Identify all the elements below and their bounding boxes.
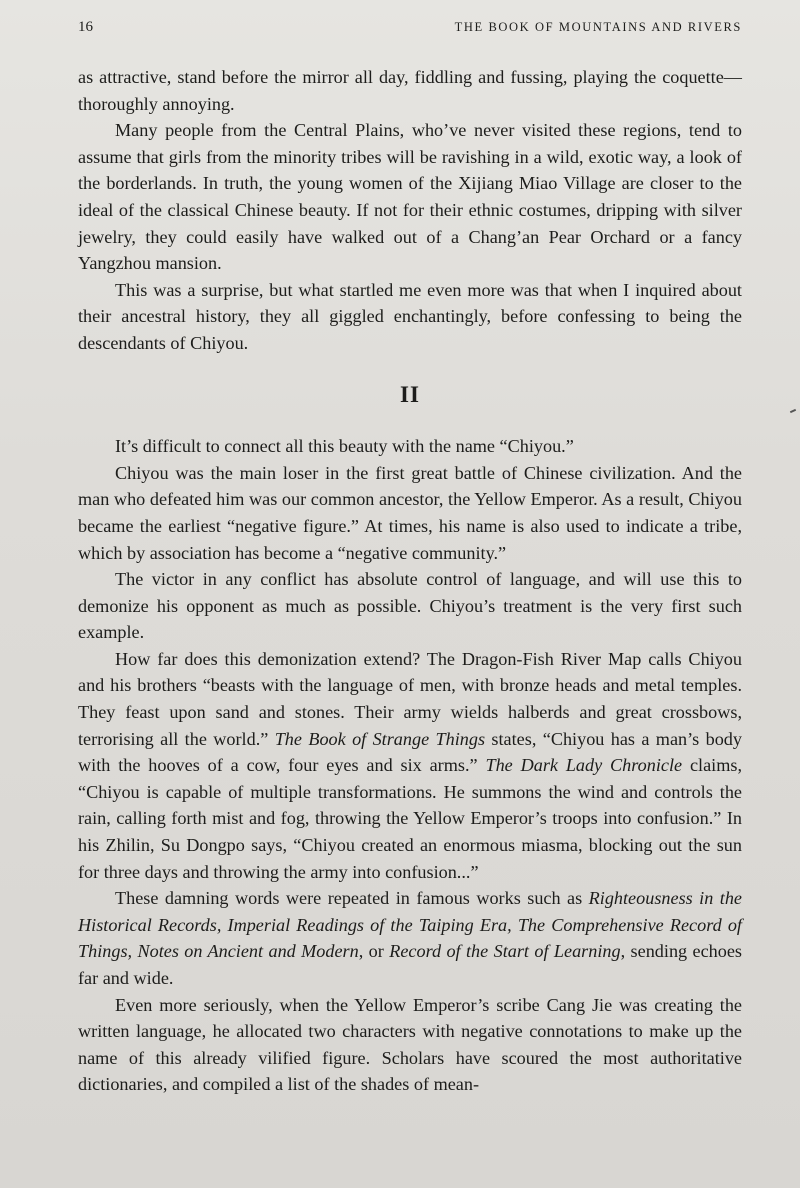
body-text (78, 64, 742, 1098)
paragraph-4: It’s difficult to connect all this beauty with the name “Chiyou.” (115, 436, 574, 457)
margin-mark (790, 409, 796, 413)
paragraph-7-text-e: claims, “Chiyou is capable of multiple transformations. He summons the wind and controls the rain, calling forth mist and fog, throwing the Yellow Emperor’s troops into confusion.” In his Zhilin, Su Dongpo says, “Chiyou created an enormous miasma, blocking out the sun for three days and throwing the army into confusion...” (78, 755, 743, 882)
paragraph-3: This was a surprise, but what startled me even more was that when I inquired about their ancestral history, they all giggled enchantingly, before confessing to being the descendants of Chiyou. (78, 279, 742, 353)
section-heading: II (400, 381, 420, 407)
paragraph-1: as attractive, stand before the mirror all day, fiddling and fussing, playing the coquette—thoroughly annoying. (78, 67, 742, 114)
paragraph-6: The victor in any conflict has absolute control of language, and will use this to demonize his opponent as much as possible. Chiyou’s treatment is the very first such example. (78, 569, 742, 643)
paragraph-8-text-a: These damning words were repeated in famous works such as (115, 888, 589, 909)
page-number: 16 (78, 19, 93, 35)
running-head: THE BOOK OF MOUNTAINS AND RIVERS (454, 20, 742, 34)
paragraph-8 (78, 885, 742, 991)
paragraph-8-text-c: , or (358, 941, 390, 962)
paragraph-7-text-a: How far does this demonization extend? The Dragon-Fish River Map calls Chiyou and his brothers “beasts with the language of men, with bronze heads and metal temples. They feast upon sand and stones. Their army wields halberds and great crossbows, terrorising all the world.” (78, 648, 742, 749)
paragraph-7-text-c: states, “Chiyou has a man’s body with the hooves of a cow, four eyes and six arms.” (78, 728, 742, 776)
book-title-dark-lady-chronicle: The Dark Lady Chronicle (485, 755, 683, 776)
paragraph-8-text-e: , sending echoes far and wide. (78, 941, 742, 988)
book-titles-list: Righteousness in the Historical Records, Imperial Readings of the Taiping Era, The Comprehensive Record of Things, Notes on Ancient and Modern (78, 888, 742, 962)
book-title-strange-things: The Book of Strange Things (274, 728, 486, 749)
paragraph-2: Many people from the Central Plains, who’ve never visited these regions, tend to assume that girls from the minority tribes will be ravishing in a wild, exotic way, a look of the borderlands. In truth, the young women of the Xijiang Miao Village are closer to the ideal of the classical Chinese beauty. If not for their ethnic costumes, dripping with silver jewelry, they could easily have walked out of a Chang’an Pear Orchard or a fancy Yangzhou mansion. (78, 120, 742, 274)
page-header (78, 19, 742, 39)
paragraph-9: Even more seriously, when the Yellow Emperor’s scribe Cang Jie was creating the written language, he allocated two characters with negative connotations to make up the name of this already vilified figure. Scholars have scoured the most authoritative dictionaries, and compiled a list of the shades of mean- (78, 994, 742, 1095)
book-title-start-of-learning: Record of the Start of Learning (389, 941, 621, 962)
paragraph-7 (78, 646, 742, 885)
paragraph-5: Chiyou was the main loser in the first great battle of Chinese civilization. And the man who defeated him was our common ancestor, the Yellow Emperor. As a result, Chiyou became the earliest “negative figure.” At times, his name is also used to indicate a tribe, which by association has become a “negative community.” (78, 462, 742, 563)
